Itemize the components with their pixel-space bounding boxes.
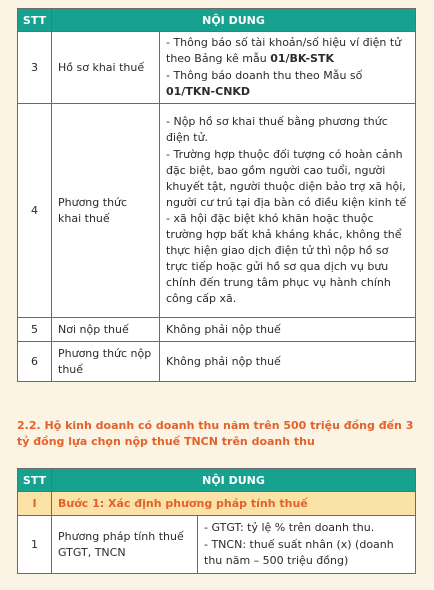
header-content: NỘI DUNG — [52, 9, 416, 32]
row-content: Không phải nộp thuế — [160, 318, 416, 342]
row-stt: 6 — [18, 342, 52, 382]
step-title: Bước 1: Xác định phương pháp tính thuế — [52, 492, 416, 516]
row-label: Phương thức khai thuế — [52, 104, 160, 318]
table-row — [18, 342, 416, 382]
row-stt: 5 — [18, 318, 52, 342]
row-content: Không phải nộp thuế — [160, 342, 416, 382]
table-row — [18, 32, 416, 104]
content-line: - Trường hợp thuộc đối tượng có hoàn cảnh đặc biệt, bao gồm người cao tuổi, người khuyết tật, người thuộc diện bảo trợ xã hội, người cư trú tại địa bàn có điều kiện kinh tế - xã hội đặc biệt khó khăn hoặc thuộc trường hợp bất khả kháng khác, không thể thực hiện giao dịch điện tử thì nộp hồ sơ trực tiếp hoặc gửi hồ sơ qua dịch vụ bưu chính đến trung tâm phục vụ hành chính công cấp xã. — [166, 148, 407, 305]
header-content: NỘI DUNG — [52, 469, 416, 492]
table-header-row — [18, 9, 416, 32]
content-line: - Nộp hồ sơ khai thuế bằng phương thức điện tử. — [166, 115, 388, 144]
row-content — [160, 104, 416, 318]
header-stt: STT — [18, 469, 52, 492]
table-row — [18, 318, 416, 342]
row-stt: 1 — [18, 516, 52, 574]
row-label: Nơi nộp thuế — [52, 318, 160, 342]
step-number: I — [18, 492, 52, 516]
content-line: - GTGT: tỷ lệ % trên doanh thu. — [204, 521, 375, 534]
row-stt: 3 — [18, 32, 52, 104]
content-line: - Thông báo doanh thu theo Mẫu số 01/TKN-CNKD — [166, 69, 363, 98]
row-label: Phương thức nộp thuế — [52, 342, 160, 382]
tax-procedure-table — [17, 8, 416, 382]
row-content — [198, 516, 416, 574]
content-line: - TNCN: thuế suất nhân (x) (doanh thu năm – 500 triệu đồng) — [204, 538, 394, 567]
table-header-row — [18, 469, 416, 492]
section-title: 2.2. Hộ kinh doanh có doanh thu năm trên 500 triệu đồng đến 3 tỷ đồng lựa chọn nộp thuế TNCN trên doanh thu — [17, 419, 414, 448]
table-row — [18, 516, 416, 574]
tax-method-table — [17, 468, 416, 574]
content-line: - Thông báo số tài khoản/số hiệu ví điện tử theo Bảng kê mẫu 01/BK-STK — [166, 36, 402, 65]
table-row — [18, 104, 416, 318]
header-stt: STT — [18, 9, 52, 32]
row-label: Hồ sơ khai thuế — [52, 32, 160, 104]
row-stt: 4 — [18, 104, 52, 318]
step-row — [18, 492, 416, 516]
row-label: Phương pháp tính thuế GTGT, TNCN — [52, 516, 198, 574]
row-content — [160, 32, 416, 104]
